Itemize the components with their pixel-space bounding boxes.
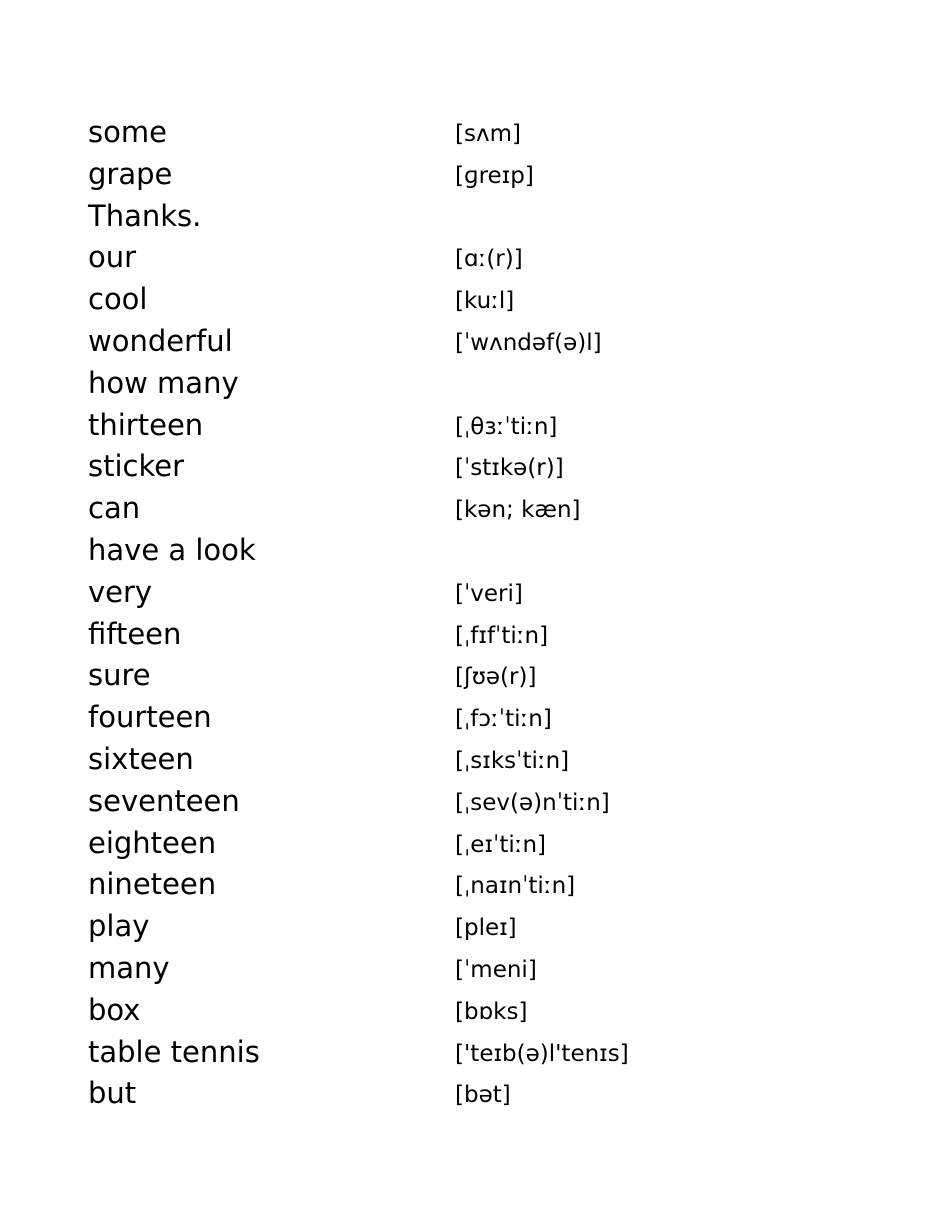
- vocab-word: fourteen: [88, 700, 212, 735]
- vocab-word: box: [88, 992, 141, 1027]
- vocab-phonetic: [ɡreɪp]: [455, 162, 534, 189]
- vocab-row: [88, 321, 848, 363]
- vocab-word: nineteen: [88, 867, 217, 902]
- vocab-row: [88, 572, 848, 614]
- vocab-phonetic: [ˈmeni]: [455, 956, 537, 983]
- vocab-word: grape: [88, 156, 173, 191]
- vocab-row: [88, 446, 848, 488]
- vocab-row: [88, 990, 848, 1032]
- vocab-word: some: [88, 115, 167, 149]
- vocab-word: very: [88, 574, 153, 609]
- vocab-row: [88, 530, 848, 572]
- vocab-word: have a look: [88, 532, 256, 567]
- vocab-row: [88, 906, 848, 948]
- vocab-row: [88, 655, 848, 697]
- vocab-phonetic: [ˌfɪfˈtiːn]: [455, 622, 549, 649]
- vocab-phonetic: [ˌnaɪnˈtiːn]: [455, 873, 576, 900]
- vocab-phonetic: [ˌsɪksˈtiːn]: [455, 747, 570, 774]
- vocab-row: [88, 279, 848, 321]
- vocab-word: sticker: [88, 449, 185, 484]
- vocab-row: [88, 781, 848, 823]
- vocab-row: [88, 1032, 848, 1074]
- vocab-word: eighteen: [88, 825, 217, 860]
- vocab-word: but: [88, 1076, 137, 1111]
- vocab-phonetic: [bət]: [455, 1082, 511, 1109]
- vocab-phonetic: [ɑː(r)]: [455, 246, 523, 273]
- vocab-word: can: [88, 491, 141, 526]
- vocab-row: [88, 405, 848, 447]
- vocab-word: cool: [88, 282, 148, 317]
- vocab-phonetic: [ˌθɜːˈtiːn]: [455, 413, 558, 440]
- vocab-phonetic: [ˈstɪkə(r)]: [455, 455, 564, 482]
- vocab-phonetic: [ˌfɔːˈtiːn]: [455, 706, 552, 733]
- vocab-word: how many: [88, 365, 239, 400]
- vocab-phonetic: [bɒks]: [455, 998, 528, 1025]
- vocab-word: sure: [88, 658, 151, 693]
- vocab-row: [88, 614, 848, 656]
- vocab-row: [88, 864, 848, 906]
- vocab-word: sixteen: [88, 741, 194, 776]
- vocab-word: many: [88, 950, 170, 985]
- vocab-phonetic: [kən; kæn]: [455, 497, 581, 524]
- vocab-word: wonderful: [88, 323, 233, 358]
- vocab-row: [88, 823, 848, 865]
- vocab-row: [88, 948, 848, 990]
- vocab-phonetic: [ˌeɪˈtiːn]: [455, 831, 547, 858]
- vocab-row: [88, 488, 848, 530]
- vocab-phonetic: [ˈveri]: [455, 580, 523, 607]
- vocab-row: [88, 363, 848, 405]
- vocab-phonetic: [ˈwʌndəf(ə)l]: [455, 329, 602, 356]
- vocab-phonetic: ['teɪb(ə)l'tenɪs]: [455, 1040, 629, 1067]
- vocabulary-list: [88, 112, 848, 1115]
- vocab-word: seventeen: [88, 783, 240, 818]
- vocab-word: table tennis: [88, 1034, 260, 1069]
- vocab-phonetic: [kuːl]: [455, 288, 515, 315]
- vocab-row: [88, 112, 848, 154]
- vocab-phonetic: [ˌsev(ə)nˈtiːn]: [455, 789, 610, 816]
- vocab-row: [88, 697, 848, 739]
- vocab-row: [88, 196, 848, 238]
- vocab-row: [88, 739, 848, 781]
- vocab-word: Thanks.: [88, 198, 202, 233]
- vocab-word: fifteen: [88, 616, 182, 651]
- vocab-phonetic: [pleɪ]: [455, 915, 517, 942]
- vocab-phonetic: [ʃʊə(r)]: [455, 664, 537, 691]
- vocab-word: thirteen: [88, 407, 204, 442]
- vocab-word: our: [88, 240, 137, 275]
- vocab-row: [88, 154, 848, 196]
- vocab-phonetic: [sʌm]: [455, 121, 521, 147]
- vocab-row: [88, 237, 848, 279]
- vocab-row: [88, 1073, 848, 1115]
- vocab-word: play: [88, 909, 150, 944]
